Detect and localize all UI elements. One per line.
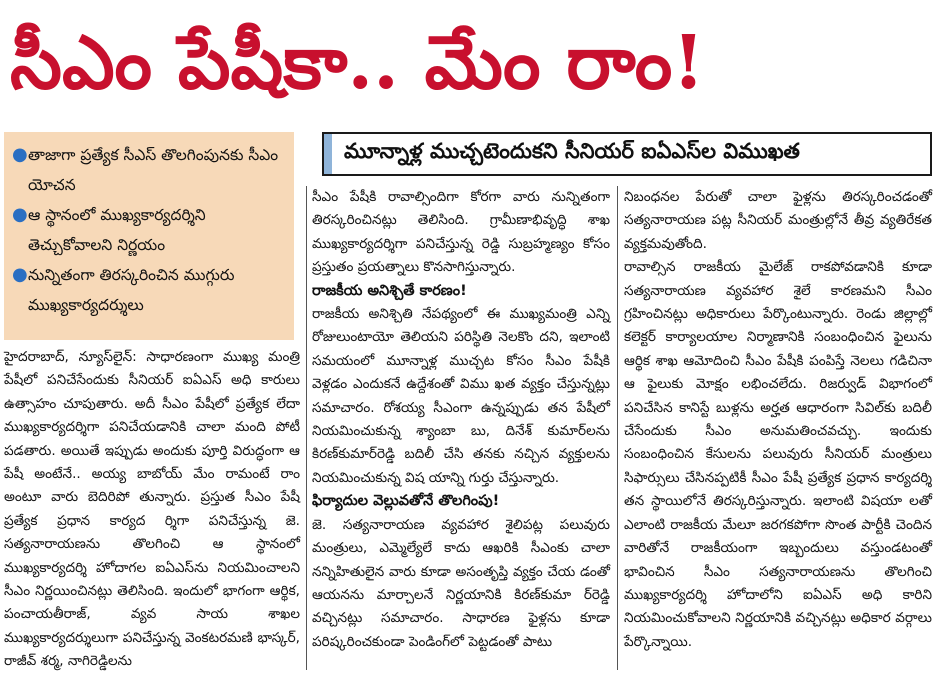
- section-heading: ఫిర్యాదుల వెల్లువతోనే తొలగింపు!: [312, 493, 500, 510]
- article-column-2: [312, 186, 610, 654]
- paragraph: జె. సత్యనారాయణ వ్యవహార శైలిపట్ల పలువురు మంత్రులు, ఎమ్మెల్యేలే కాదు ఆఖరికి సీఎంకు చాలా నన్నిహితులైన వారు కూడా అసంతృప్తి వ్యక్తం చేయ డంతో ఆయనను మార్చాలనే నిర్ణయానికి కిరణ్‌కుమా ర్‌రెడ్డి వచ్చినట్లు సమాచారం. సాధారణ ఫైళ్లను కూడా పరిష్కరించకుండా పెండింగ్‌లో పెట్టడంతో పాటు: [312, 516, 610, 650]
- subheading-accent: [324, 134, 332, 174]
- highlight-item: [12, 260, 286, 320]
- subheading: మూన్నాళ్ల ముచ్చటెందుకని సీనియర్ ఐఏఎస్‌ల విముఖత: [344, 139, 800, 163]
- bullet-dot-icon: ●: [12, 264, 28, 285]
- section-heading: రాజకీయ అనిశ్చితే కారణం!: [312, 282, 467, 299]
- article-column-3: [624, 186, 932, 654]
- column-divider: [306, 186, 307, 670]
- highlights-box: [4, 132, 294, 340]
- highlight-item: [12, 140, 286, 200]
- paragraph: హైదరాబాద్, న్యూస్‌లైన్: సాధారణంగా ముఖ్య మంత్రి పేషీలో పనిచేసేందుకు సీనియర్ ఐఏఎస్ అధి కారులు ఉత్సాహం చూపుతారు. అదీ సీఎం పేషీలో ప్రత్యేక లేదా ముఖ్యకార్యదర్శిగా పనిచేయడానికి చాలా మంది పోటీ పడతారు. అయితే ఇప్పుడు అందుకు పూర్తి విరుద్ధంగా ఆ పేషీ అంటేనే.. అయ్య బాబోయ్ మేం రామంటే రాం అంటూ వారు బెదిరిపో తున్నారు. ప్రస్తుత సీఎం పేషీ ప్రత్యేక ప్రధాన కార్యద ర్శిగా పనిచేస్తున్న జె. సత్యనారాయణను తొలగించి ఆ స్థానంలో ముఖ్యకార్యదర్శి హోదాగల ఐఏఎస్‌ను నియమించాలని సీఎం నిర్ణయించినట్లు తెలిసింది. ఇందులో భాగంగా ఆర్థిక, పంచాయతీరాజ్, వ్యవ సాయ శాఖల ముఖ్యకార్యదర్శులుగా పనిచేస్తున్న వెంకటరమణి భాస్కర్, రాజీవ్ శర్మ, నాగిరెడ్డిలను: [4, 349, 300, 670]
- paragraph: రాజకీయ అనిశ్చితి నేపథ్యంలో ఈ ముఖ్యమంత్రి ఎన్ని రోజులుంటాయో తెలియని పరిస్థితి నెలకొం దని, ఇలాంటి సమయంలో మూన్నాళ్ల ముచ్చట కోసం సీఎం పేషీకి వెళ్లడం ఎందుకనే ఉద్దేశంతో విము ఖత వ్యక్తం చేస్తున్నట్లు సమాచారం. రోశయ్య సీఎంగా ఉన్నప్పుడు తన పేషీలో నియమించుకున్న శ్యాంబా బు, దినేశ్ కుమార్‌లను కిరణ్‌కుమార్‌రెడ్డి బదిలీ చేసి తనకు నచ్చిన వ్యక్తులను నియమించుకున్న విష యాన్ని గుర్తు చేస్తున్నారు.: [312, 306, 610, 486]
- headline: సీఎం పేషీకా.. మేం రాం!: [10, 20, 705, 106]
- highlight-text: నున్నితంగా తిరస్కరించిన ముగ్గురు ముఖ్యకార్యదర్శులు: [28, 266, 235, 314]
- subheading-box: [322, 132, 932, 176]
- article-column-1: [4, 346, 300, 674]
- column-divider: [617, 186, 618, 670]
- bullet-dot-icon: ●: [12, 144, 28, 165]
- highlight-text: తాజాగా ప్రత్యేక సీఎస్ తొలగింపునకు సీఎం యోచన: [28, 146, 279, 194]
- bullet-dot-icon: ●: [12, 204, 28, 225]
- highlight-item: [12, 200, 286, 260]
- paragraph: సీఎం పేషీకి రావాల్సిందిగా కోరగా వారు నున్నితంగా తిరస్కరించినట్లు తెలిసింది. గ్రామీణాభివృద్ధి శాఖ ముఖ్యకార్యదర్శిగా పనిచేస్తున్న రెడ్డి సుబ్రహ్మణ్యం కోసం ప్రస్తుతం ప్రయత్నాలు కొనసాగిస్తున్నారు.: [312, 189, 610, 276]
- paragraph: రావాల్సిన రాజకీయ మైలేజ్ రాకపోవడానికి కూడా సత్యనారాయణ వ్యవహార శైలే కారణమని సీఎం గ్రహించినట్లు అధికారులు పేర్కొంటున్నారు. రెండు జిల్లాల్లో కలెక్టర్ కార్యాలయాల నిర్మాణానికి సంబంధించిన ఫైలును ఆర్థిక శాఖ ఆమోదించి సీఎం పేషీకి పంపిస్తే నెలలు గడిచినా ఆ ఫైలుకు మోక్షం లభించలేదు. రిజర్వుడ్ విభాగంలో పనిచేసిన కానిస్టే బుళ్లను అర్హత ఆధారంగా సివిల్‌కు బదిలీ చేసేందుకు సీఎం అనుమతించవచ్చు. ఇందుకు సంబంధించిన కేసులను పలువురు సీనియర్ మంత్రులు సిఫార్సులు చేసినప్పటికీ సీఎం పేషీ ప్రత్యేక ప్రధాన కార్యదర్శి తన స్థాయిలోనే తిరస్కరిస్తున్నారు. ఇలాంటి విషయా లతో ఎలాంటి రాజకీయ మేలూ జరగకపోగా సొంత పార్టీకి చెందిన వారితోనే రాజకీయంగా ఇబ్బందులు వస్తుండటంతో భావించిన సీఎం సత్యనారాయణను తొలగించి ముఖ్యకార్యదర్శి హోదాలోని ఐఏఎస్ అధి కారిని నియమించుకోవాలని నిర్ణయానికి వచ్చినట్లు అధికార వర్గాలు పేర్కొన్నాయి.: [624, 259, 932, 650]
- highlight-text: ఆ స్థానంలో ముఖ్యకార్యదర్శిని తెచ్చుకోవాలని నిర్ణయం: [28, 206, 206, 254]
- paragraph: నిబంధనల పేరుతో చాలా ఫైళ్లను తిరస్కరించడంతో సత్యనారాయణ పట్ల సీనియర్ మంత్రుల్లోనే తీవ్ర వ్యతిరేకత వ్యక్తమవుతోంది.: [624, 189, 932, 252]
